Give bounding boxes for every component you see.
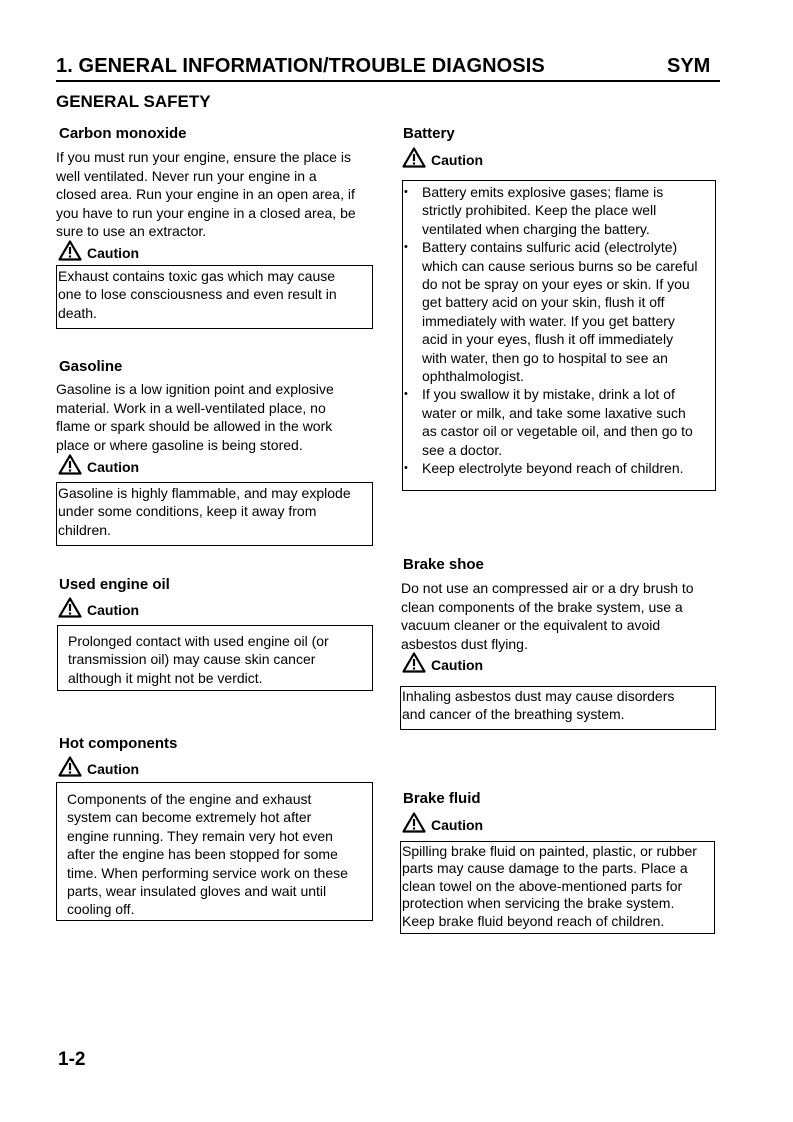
text-line: parts, wear insulated gloves and wait until — [67, 883, 327, 900]
text-line: • Keep electrolyte beyond reach of children. — [422, 460, 684, 477]
caution-text: Caution — [87, 761, 140, 777]
text-line: clean components of the brake system, use a — [401, 598, 683, 615]
caution-label — [58, 756, 139, 777]
caution-text: Caution — [431, 152, 484, 168]
chapter-title: 1. GENERAL INFORMATION/TROUBLE DIAGNOSIS — [56, 55, 545, 77]
text-line: Gasoline is a low ignition point and explosive — [56, 381, 334, 397]
text-line: ventilated when charging the battery. — [422, 220, 650, 237]
caution-text: Caution — [87, 602, 140, 618]
text-line: one to lose consciousness and even result in — [58, 286, 337, 303]
section-title: GENERAL SAFETY — [56, 92, 211, 111]
text-line: Prolonged contact with used engine oil (or — [68, 633, 329, 649]
text-line: Inhaling asbestos dust may cause disorders — [402, 688, 675, 704]
list-item — [403, 238, 715, 385]
caution-text: Caution — [87, 245, 140, 261]
text-line: Gasoline is highly flammable, and may explode — [58, 485, 351, 501]
text-line: engine running. They remain very hot even — [67, 827, 333, 844]
text-line: protection when servicing the brake system. — [402, 895, 675, 912]
caution-label — [402, 812, 483, 833]
brake-fluid-caution-box — [400, 841, 715, 934]
brake-fluid-heading: Brake fluid — [403, 790, 481, 807]
hot-components-heading: Hot components — [59, 735, 178, 752]
warning-triangle-icon — [58, 454, 82, 475]
text-line: place or where gasoline is being stored. — [56, 436, 303, 453]
caution-label — [402, 147, 483, 168]
text-line: system can become extremely hot after — [67, 809, 312, 826]
warning-triangle-icon — [402, 812, 426, 833]
text-line: • Battery emits explosive gases; flame is — [422, 184, 664, 200]
header-rule — [56, 80, 720, 82]
text-line: transmission oil) may cause skin cancer — [68, 651, 316, 668]
list-item — [403, 385, 715, 459]
text-line: parts may cause damage to the parts. Place a — [402, 860, 688, 877]
text-line: material. Work in a well-ventilated place, no — [56, 399, 326, 416]
text-line: get battery acid on your skin, flush it off — [422, 294, 665, 311]
text-line: • If you swallow it by mistake, drink a lot of — [422, 386, 675, 403]
warning-triangle-icon — [58, 240, 82, 261]
text-line: water or milk, and take some laxative such — [422, 404, 686, 421]
carbon-monoxide-text — [56, 148, 376, 241]
text-line: immediately with water. If you get battery — [422, 312, 675, 329]
caution-label — [58, 597, 139, 618]
brake-shoe-heading: Brake shoe — [403, 556, 484, 573]
text-line: Spilling brake fluid on painted, plastic, or rubber — [402, 843, 697, 859]
text-line: flame or spark should be allowed in the work — [56, 418, 333, 435]
text-line: Components of the engine and exhaust — [67, 791, 312, 807]
text-line: and cancer of the breathing system. — [402, 706, 625, 723]
text-line: after the engine has been stopped for some — [67, 846, 338, 863]
text-line: you have to run your engine in a closed area, be — [56, 204, 356, 221]
text-line: • Battery contains sulfuric acid (electrolyte) — [422, 239, 678, 256]
battery-bullet-list — [403, 183, 715, 478]
text-line: although it might not be verdict. — [68, 669, 263, 686]
caution-label — [402, 652, 483, 673]
list-item — [403, 183, 715, 238]
text-line: closed area. Run your engine in an open area, if — [56, 186, 355, 203]
used-engine-oil-caution-box — [57, 625, 373, 691]
text-line: strictly prohibited. Keep the place well — [422, 202, 657, 219]
text-line: sure to use an extractor. — [56, 223, 207, 240]
text-line: cooling off. — [67, 901, 135, 918]
text-line: as castor oil or vegetable oil, and then go to — [422, 423, 693, 440]
text-line: death. — [58, 304, 97, 321]
warning-triangle-icon — [402, 652, 426, 673]
battery-caution-box — [402, 180, 716, 491]
page-number: 1-2 — [58, 1049, 86, 1070]
warning-triangle-icon — [402, 147, 426, 168]
brake-shoe-text — [401, 579, 721, 653]
text-line: which can cause serious burns so be careful — [422, 257, 698, 274]
text-line: well ventilated. Never run your engine in a — [56, 167, 317, 184]
battery-heading: Battery — [403, 125, 455, 142]
caution-label — [58, 240, 139, 261]
text-line: ophthalmologist. — [422, 368, 524, 385]
caution-label — [58, 454, 139, 475]
text-line: Do not use an compressed air or a dry brush to — [401, 580, 694, 596]
carbon-monoxide-heading: Carbon monoxide — [59, 125, 187, 142]
brand-label: SYM — [667, 55, 711, 77]
text-line: under some conditions, keep it away from — [58, 503, 317, 520]
text-line: clean towel on the above-mentioned parts for — [402, 877, 683, 894]
list-item — [403, 459, 715, 477]
warning-triangle-icon — [58, 597, 82, 618]
warning-triangle-icon — [58, 756, 82, 777]
text-line: do not be spray on your eyes or skin. If you — [422, 276, 690, 293]
gasoline-caution-box — [56, 482, 373, 546]
text-line: If you must run your engine, ensure the place is — [56, 149, 351, 165]
text-line: see a doctor. — [422, 441, 503, 458]
text-line: asbestos dust flying. — [401, 635, 528, 652]
text-line: vacuum cleaner or the equivalent to avoid — [401, 617, 661, 634]
hot-components-caution-box — [56, 782, 373, 921]
text-line: Exhaust contains toxic gas which may cause — [58, 268, 336, 284]
used-engine-oil-heading: Used engine oil — [59, 576, 170, 593]
text-line: with water, then go to hospital to see an — [422, 349, 668, 366]
text-line: Keep brake fluid beyond reach of children. — [402, 912, 665, 929]
gasoline-text — [56, 380, 376, 454]
carbon-monoxide-caution-box — [56, 265, 373, 329]
text-line: acid in your eyes, flush it off immediately — [422, 331, 674, 348]
text-line: time. When performing service work on these — [67, 864, 348, 881]
caution-text: Caution — [431, 657, 484, 673]
caution-text: Caution — [431, 817, 484, 833]
caution-text: Caution — [87, 459, 140, 475]
text-line: children. — [58, 521, 111, 538]
brake-shoe-caution-box — [400, 686, 716, 730]
gasoline-heading: Gasoline — [59, 358, 123, 375]
